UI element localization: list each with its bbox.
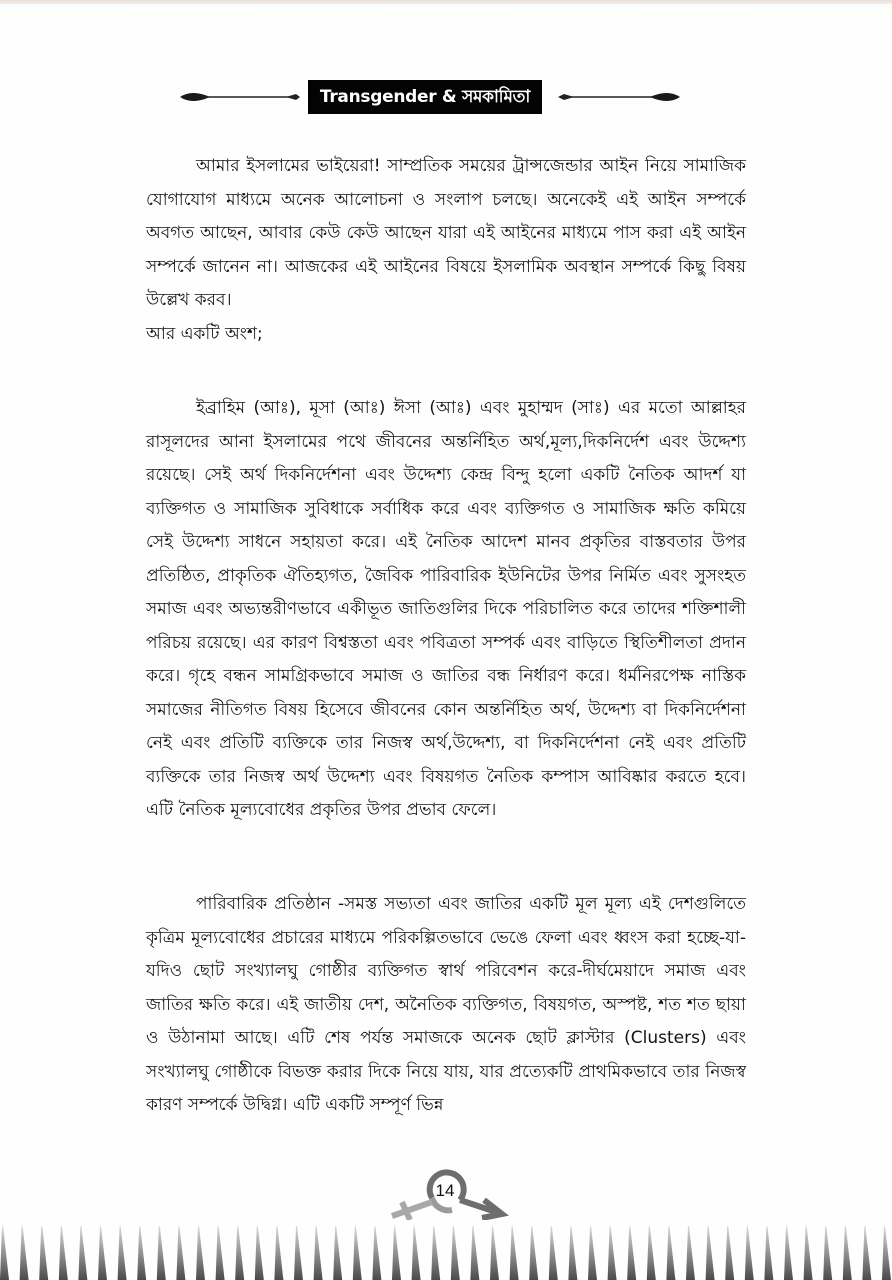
spike bbox=[764, 1226, 773, 1280]
spike bbox=[294, 1226, 303, 1280]
spike bbox=[784, 1226, 793, 1280]
chapter-title: Transgender & সমকামিতা bbox=[308, 80, 542, 114]
chapter-header bbox=[0, 80, 892, 114]
paragraph-3-text: পারিবারিক প্রতিষ্ঠান -সমস্ত সভ্যতা এবং জাতির একটি মূল মূল্য এই দেশগুলিতে কৃত্রিম মূল্যবোধের প্রচারের মাধ্যমে পরিকল্পিতভাবে ভেঙে ফেলা এবং ধ্বংস করা হচ্ছে-যা-যদিও ছোট সংখ্যালঘু গোষ্ঠীর ব্যক্তিগত স্বার্থ পরিবেশন করে-দীর্ঘমেয়াদে সমাজ এবং জাতির ক্ষতি করে। এই জাতীয় দেশ, অনৈতিক ব্যক্তিগত, বিষয়গত, অস্পষ্ট, শত শত ছায়া ও উঠানামা আছে। এটি শেষ পর্যন্ত সমাজকে অনেক ছোট ক্লাস্টার (Clusters) এবং সংখ্যালঘু গোষ্ঠীকে বিভক্ত করার দিকে নিয়ে যায়, যার প্রত্যেকটি প্রাথমিকভাবে তার নিজস্ব কারণ সম্পর্কে উদ্বিগ্ন। এটি একটি সম্পূর্ণ ভিন্ন bbox=[146, 894, 746, 1115]
spike bbox=[490, 1226, 499, 1280]
decorative-spike-border bbox=[0, 1223, 892, 1280]
page-top-tint bbox=[0, 4, 892, 16]
spike bbox=[470, 1226, 479, 1280]
spike bbox=[137, 1226, 146, 1280]
spike bbox=[588, 1226, 597, 1280]
spike bbox=[862, 1226, 871, 1280]
spike bbox=[20, 1226, 29, 1280]
spike bbox=[412, 1226, 421, 1280]
spike bbox=[745, 1226, 754, 1280]
spike bbox=[686, 1226, 695, 1280]
spike bbox=[314, 1226, 323, 1280]
spike bbox=[549, 1226, 558, 1280]
spike bbox=[882, 1226, 891, 1280]
spike bbox=[706, 1226, 715, 1280]
paragraph-2-text: ইব্রাহিম (আঃ), মূসা (আঃ) ঈসা (আঃ) এবং মুহাম্মদ (সাঃ) এর মতো আল্লাহর রাসূলদের আনা ইসলামের পথে জীবনের অন্তর্নিহিত অর্থ,মূল্য,দিকনির্দেশ এবং উদ্দেশ্য রয়েছে। সেই অর্থ দিকনির্দেশনা এবং উদ্দেশ্য কেন্দ্র বিন্দু হলো একটি নৈতিক আদর্শ যা ব্যক্তিগত ও সামাজিক সুবিধাকে সর্বাধিক করে এবং ব্যক্তিগত ও সামাজিক ক্ষতি কমিয়ে সেই উদ্দেশ্য সাধনে সহায়তা করে। এই নৈতিক আদেশ মানব প্রকৃতির বাস্তবতার উপর প্রতিষ্ঠিত, প্রাকৃতিক ঐতিহ্যগত, জৈবিক পারিবারিক ইউনিটের উপর নির্মিত এবং সুসংহত সমাজ এবং অভ্যন্তরীণভাবে একীভূত জাতিগুলির দিকে পরিচালিত করে তাদের শক্তিশালী পরিচয় রয়েছে। এর কারণ বিশ্বস্ততা এবং পবিত্রতা সম্পর্ক এবং বাড়িতে স্থিতিশীলতা প্রদান করে। গৃহে বন্ধন সামগ্রিকভাবে সমাজ ও জাতির বন্ধ নির্ধারণ করে। ধর্মনিরপেক্ষ নাস্তিক সমাজের নীতিগত বিষয় হিসেবে জীবনের কোন অন্তর্নিহিত অর্থ, উদ্দেশ্য বা দিকনির্দেশনা নেই এবং প্রতিটি ব্যক্তিকে তার নিজস্ব অর্থ,উদ্দেশ্য, বা দিকনির্দেশনা নেই এবং প্রতিটি ব্যক্তিকে তার নিজস্ব অর্থ উদ্দেশ্য এবং বিষয়গত নৈতিক কম্পাস আবিষ্কার করতে হবে। এটি নৈতিক মূল্যবোধের প্রকৃতির উপর প্রভাব ফেলে। bbox=[146, 398, 746, 820]
spike bbox=[666, 1226, 675, 1280]
paragraph-intro bbox=[146, 150, 746, 318]
paragraph-prophets bbox=[146, 392, 746, 828]
right-arrow-ornament-icon bbox=[552, 86, 682, 108]
spike bbox=[529, 1226, 538, 1280]
spike bbox=[98, 1226, 107, 1280]
spike bbox=[0, 1226, 9, 1280]
paragraph-1-text: আমার ইসলামের ভাইয়েরা! সাম্প্রতিক সময়ের ট্রান্সজেন্ডার আইন নিয়ে সামাজিক যোগাযোগ মাধ্যমে অনেক আলোচনা ও সংলাপ চলছে। অনেকেই এই আইন সম্পর্কে অবগত আছেন, আবার কেউ কেউ আছেন যারা এই আইনের মাধ্যমে পাস করা এই আইন সম্পর্কে জানেন না। আজকের এই আইনের বিষয়ে ইসলামিক অবস্থান সম্পর্কে কিছু বিষয় উল্লেখ করব। bbox=[146, 156, 746, 310]
section-label-text: আর একটি অংশ; bbox=[146, 324, 263, 344]
section-label bbox=[146, 318, 746, 352]
spike bbox=[627, 1226, 636, 1280]
spike bbox=[157, 1226, 166, 1280]
spike bbox=[255, 1226, 264, 1280]
spike bbox=[176, 1226, 185, 1280]
spike bbox=[118, 1226, 127, 1280]
spike bbox=[196, 1226, 205, 1280]
spike bbox=[78, 1226, 87, 1280]
left-arrow-ornament-icon bbox=[178, 86, 308, 108]
spike bbox=[274, 1226, 283, 1280]
spike bbox=[823, 1226, 832, 1280]
spike bbox=[392, 1226, 401, 1280]
spike bbox=[59, 1226, 68, 1280]
spike bbox=[647, 1226, 656, 1280]
spike bbox=[451, 1226, 460, 1280]
spike bbox=[608, 1226, 617, 1280]
spike bbox=[568, 1226, 577, 1280]
spike bbox=[333, 1226, 342, 1280]
spike bbox=[235, 1226, 244, 1280]
spike bbox=[353, 1226, 362, 1280]
spike bbox=[843, 1226, 852, 1280]
page-number: 14 bbox=[435, 1181, 455, 1200]
spike bbox=[39, 1226, 48, 1280]
spike bbox=[216, 1226, 225, 1280]
spike bbox=[725, 1226, 734, 1280]
spike bbox=[510, 1226, 519, 1280]
paragraph-family bbox=[146, 888, 746, 1123]
spike bbox=[804, 1226, 813, 1280]
spike bbox=[372, 1226, 381, 1280]
spike bbox=[431, 1226, 440, 1280]
